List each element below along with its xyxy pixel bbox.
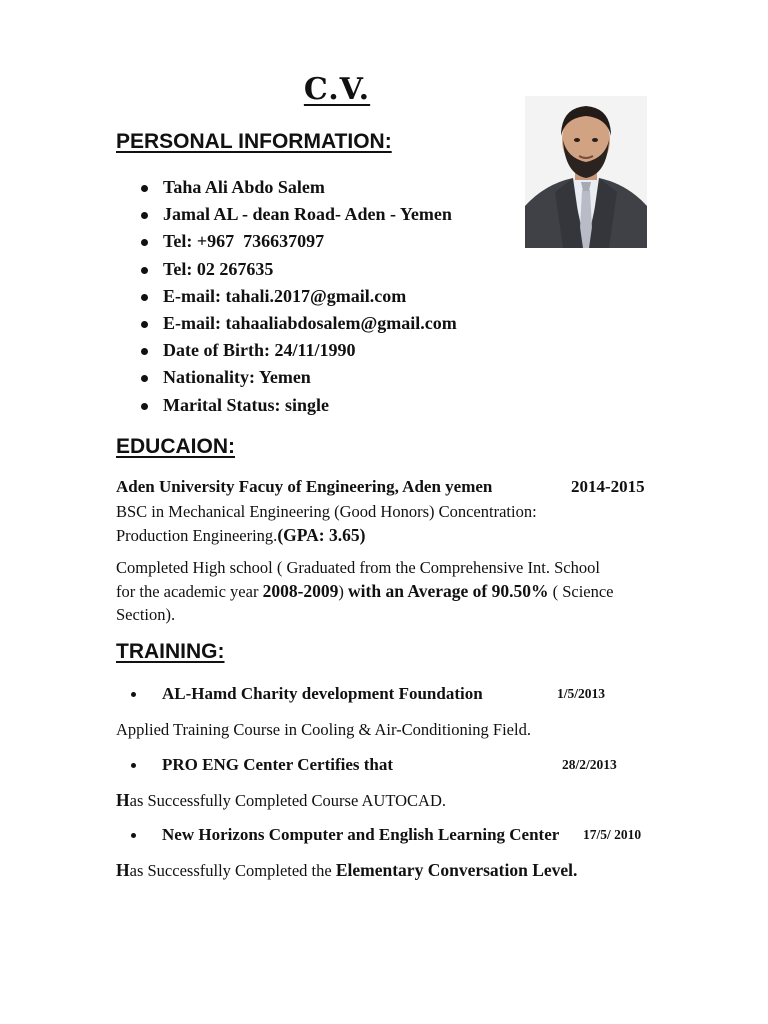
- degree-description: BSC in Mechanical Engineering (Good Honors) Concentration: Production Engineering.(GPA: 3.65): [116, 502, 537, 545]
- list-item: Nationality: Yemen: [0, 364, 457, 391]
- training-date: 17/5/ 2010: [583, 827, 642, 842]
- list-item: E-mail: tahali.2017@gmail.com: [0, 283, 457, 310]
- education-heading: EDUCAION:: [116, 435, 235, 458]
- bullet-icon: [141, 375, 148, 382]
- bullet-icon: [141, 348, 148, 355]
- list-item: Tel: +967 736637097: [0, 228, 457, 255]
- list-item: Taha Ali Abdo Salem: [0, 174, 457, 201]
- bullet-icon: [131, 763, 136, 768]
- personal-info-list: [0, 174, 457, 419]
- gpa-value: (GPA: 3.65): [277, 524, 366, 545]
- bullet-icon: [141, 239, 148, 246]
- training-date: 1/5/2013: [557, 686, 606, 701]
- list-item: Jamal AL - dean Road- Aden - Yemen: [0, 201, 457, 228]
- list-item: E-mail: tahaaliabdosalem@gmail.com: [0, 310, 457, 337]
- bullet-icon: [141, 294, 148, 301]
- training-date: 28/2/2013: [562, 757, 617, 772]
- cv-title: C.V.: [303, 72, 371, 107]
- cv-page: C.V. PERSONAL INFORMATION: Taha Ali Abdo Salem Jamal AL - dean Road- Aden - Yemen Tel: +967 736637097 Tel: 02 267635 E-mail: tahali.2017@gmail.com E-mail: tahaaliabdosalem@gmail.com Date of Birth: 24/11/1990 Nationality: Yemen Marital Status: single EDUCAION: Aden University Facuy of Engineering, Aden yemen 2014-2015 BSC in Mechanical Engineering (Good Honors) Concentration: Production Engineering.(GPA: 3.65) Completed High school ( Graduated from the Comprehensive Int. School for the academic year 2008-2009) with an Average of 90.50% ( Science Section). TRAINING: AL-Hamd Charity development Foundation 1/5/2013 Applied Training Course in Cooling & Air-Conditioning Field. PRO ENG Center Certifies that 28/2/2013 Has Successfully Completed Course AUTOCAD. New Horizons Computer and English Learning Center 17/5/ 2010 Has Successfully Completed the Elementary Conversation Level.: [0, 0, 768, 1024]
- high-school-description: Completed High school ( Graduated from the Comprehensive Int. School for the academic year 2008-2009) with an Average of 90.50% ( Science Section).: [116, 558, 614, 624]
- bullet-icon: [141, 212, 148, 219]
- university-years: 2014-2015: [571, 477, 645, 496]
- bullet-icon: [141, 267, 148, 274]
- bullet-icon: [141, 185, 148, 192]
- list-item: Date of Birth: 24/11/1990: [0, 337, 457, 364]
- bullet-icon: [141, 321, 148, 328]
- university-line: Aden University Facuy of Engineering, Aden yemen 2014-2015: [116, 477, 645, 496]
- training-description: Has Successfully Completed the Elementary Conversation Level.: [116, 860, 578, 880]
- bullet-icon: [131, 692, 136, 697]
- list-item: Marital Status: single: [0, 392, 457, 419]
- profile-photo: [525, 96, 647, 248]
- bullet-icon: [141, 403, 148, 410]
- bullet-icon: [131, 833, 136, 838]
- training-description: Has Successfully Completed Course AUTOCAD.: [116, 790, 447, 810]
- personal-info-heading: PERSONAL INFORMATION:: [116, 130, 392, 153]
- training-description: Applied Training Course in Cooling & Air-Conditioning Field.: [116, 720, 531, 739]
- list-item: Tel: 02 267635: [0, 256, 457, 283]
- training-heading: TRAINING:: [116, 640, 225, 663]
